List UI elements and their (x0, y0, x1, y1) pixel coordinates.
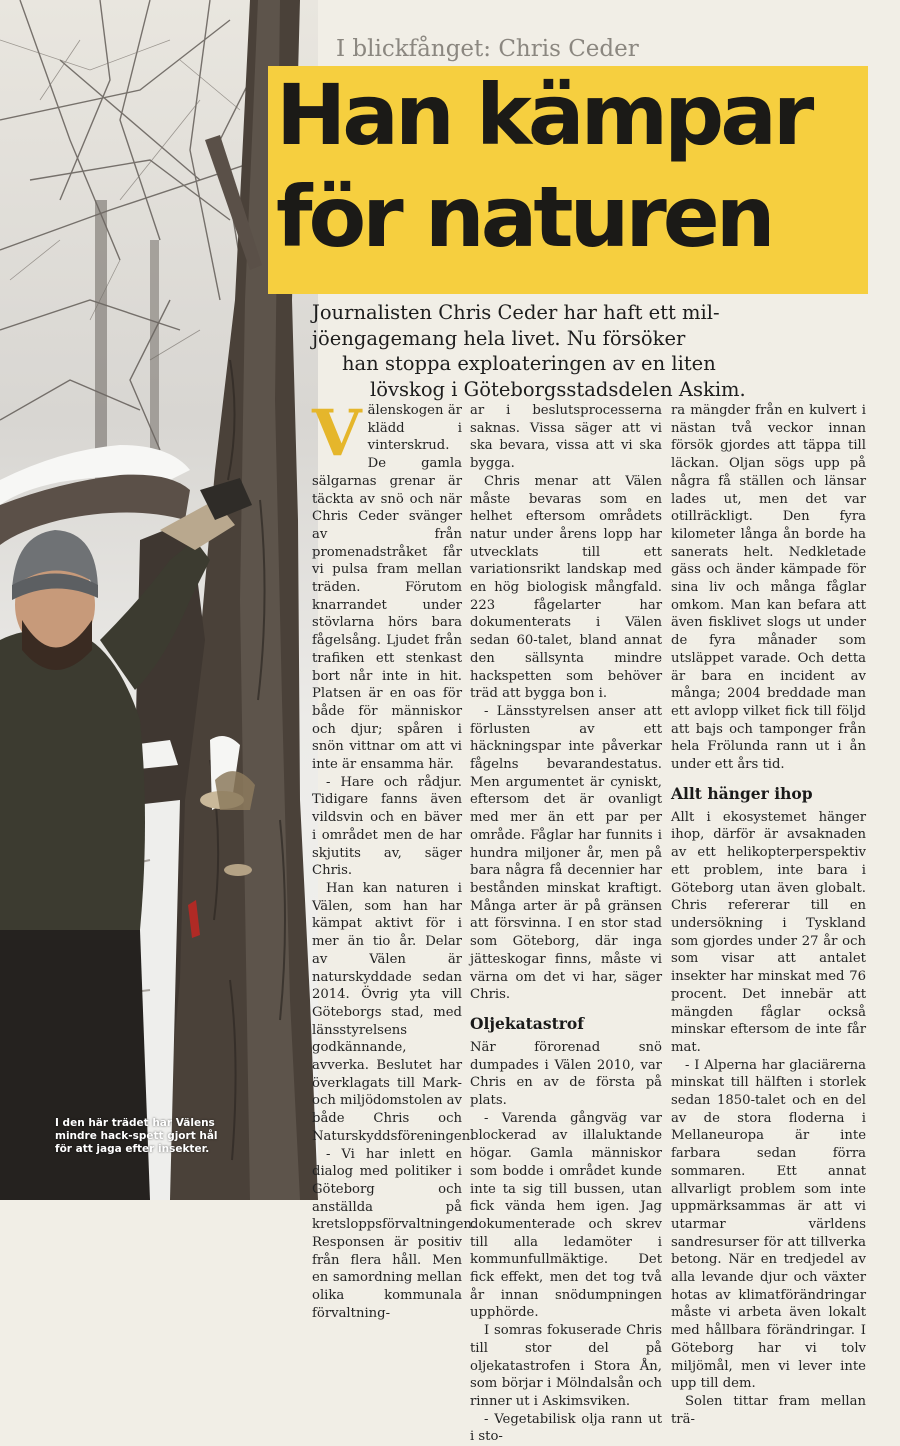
lead-paragraph (312, 300, 852, 402)
body-paragraph: När förorenad snö dumpades i Välen 2010, var Chris en av de första på plats. (470, 1039, 662, 1109)
body-paragraph: älenskogen är klädd i vinterskrud. De gamla sälgarnas grenar är täckta av snö och när Chris Ceder svänger av från promenadstråket får vi pulsa fram mellan träden. Förutom knarrandet under stövlarna hörs bara fågelsång. Ljudet från trafiken ett stenkast bort når inte in hit. Platsen är en oas för både för människor och djur; spåren i snön vittnar om att vi inte är ensamma här. (312, 403, 462, 773)
article-column-2 (470, 402, 662, 1446)
body-paragraph: - Hare och rådjur. Tidigare fanns även vildsvin och en bäver i området men de har skjutits av, säger Chris. (312, 774, 462, 879)
body-paragraph: - Vi har inlett en dialog med politiker i Göteborg och anställda på kretsloppsförvaltningen. Responsen är positiv från flera håll. Men en samordning mellan olika kommunala förvaltning- (312, 1146, 477, 1321)
kicker: I blickfånget: Chris Ceder (336, 36, 639, 62)
body-paragraph: Han kan naturen i Välen, som han har kämpat aktivt för i mer än tio år. Delar av Välen är naturskyddade sedan 2014. Övrig yta vill Göteborgs stad, med länsstyrelsens godkännande, avverka. Beslutet har överklagats till Mark- och miljödomstolen av både Chris och Naturskyddsföreningen. (312, 880, 475, 1144)
body-paragraph: Solen tittar fram mellan trä- (671, 1393, 866, 1427)
body-paragraph: I somras fokuserade Chris till stor del på oljekatastrofen i Stora Ån, som börjar i Mölndalsån och rinner ut i Askimsviken. (470, 1323, 662, 1409)
drop-cap: V (312, 396, 362, 471)
lead-line: Journalisten Chris Ceder har haft ett mil- (312, 301, 720, 324)
lead-line: jöengagemang hela livet. Nu försöker (312, 326, 686, 350)
body-paragraph: ar i beslutsprocesserna saknas. Vissa säger att vi ska bevara, vissa att vi ska bygga. (470, 403, 662, 472)
lead-line: lövskog i Göteborgsstadsdelen Askim. (370, 377, 746, 401)
body-paragraph: - Varenda gångväg var blockerad av illaluktande högar. Gamla människor som bodde i området kunde inte ta sig till bussen, utan fick vända hem igen. Jag dokumenterade och skrev till alla ledamöter i kommunfullmäktige. Det fick effekt, men det tog två år innan snödumpningen upphörde. (470, 1110, 662, 1321)
section-heading: Allt hänger ihop (671, 783, 813, 803)
lead-line: han stoppa exploateringen av en liten (342, 352, 716, 375)
body-paragraph: Chris menar att Välen måste bevaras som en helhet eftersom områdets natur under årens lopp har utvecklats till ett variationsrikt landskap med en hög biologisk mångfald. 223 fågelarter har dokumenterats i Välen sedan 60-talet, bland annat den sällsynta mindre hackspetten som behöver träd att bygga bon i. (470, 473, 662, 702)
headline-line-1: Han kämpar (276, 66, 811, 164)
section-heading: Oljekatastrof (470, 1013, 584, 1033)
body-paragraph: Allt i ekosystemet hänger ihop, därför är avsaknaden av ett helikopterperspektiv ett problem, inte bara i Göteborg utan även globalt. Chris refererar till en undersökning i Tyskland som gjordes under 27 år och som visar att antalet insekter har minskat med 76 procent. Det innebär att mängden fåglar också minskar eftersom de inte får mat. (671, 809, 866, 1055)
body-paragraph: - I Alperna har glaciärerna minskat till hälften i storlek sedan 1850-talet och en del av de stora floderna i Mellaneuropa är inte farbara sedan förra sommaren. Ett annat allvarligt problem som inte uppmärksammas är att vi utarmar världens sandresurser för att tillverka betong. När en tredjedel av alla levande djur och växter hotas av klimatförändringar måste vi arbeta även lokalt med hållbara förändringar. I Göteborg har vi tolv miljömål, men vi lever inte upp till dem. (671, 1057, 866, 1392)
photo-caption: I den här trädet har Välens mindre hack-spett gjort hål för att jaga efter insekter. (55, 1117, 218, 1155)
body-paragraph: - Vegetabilisk olja rann ut i sto- (470, 1411, 662, 1445)
article-column-1 (312, 396, 477, 1323)
headline-line-2: för naturen (276, 168, 772, 266)
body-paragraph: ra mängder från en kulvert i nästan två veckor innan försök gjordes att täppa till läckan. Oljan sögs upp på några få ställen och länsar lades ut, men det var otillräckligt. Den fyra kilometer långa ån borde ha sanerats helt. Nedkletade gäss och änder kämpade för sina liv och många fåglar omkom. Man kan befara att även fisklivet slogs ut under de fyra månader som utsläppet varade. Och detta är bara en incident av många; 2004 breddade man ett avlopp vilket fick till följd att bajs och tamponger från hela Frölunda rann ut i ån under ett års tid. (671, 403, 866, 773)
headline (276, 64, 876, 268)
body-paragraph: - Länsstyrelsen anser att förlusten av ett häckningspar inte påverkar fågelns bevarandestatus. Men argumentet är cyniskt, eftersom det är ovanligt med mer än ett par per område. Fåglar har funnits i hundra miljoner år, men på bara några få decennier har bestånden minskat kraftigt. Många arter är på gränsen att försvinna. I en stor stad som Göteborg, där inga jätteskogar finns, måste vi värna om det vi har, säger Chris. (470, 703, 662, 1003)
article-column-3 (671, 402, 866, 1428)
